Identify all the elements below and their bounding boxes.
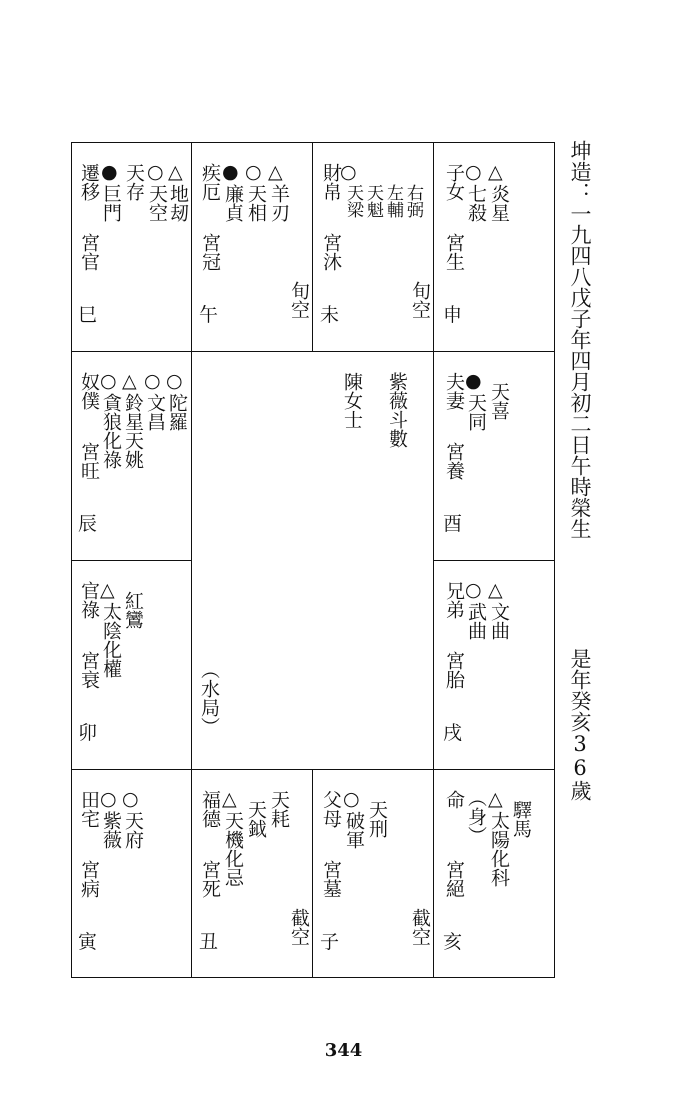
star-name: 左輔 [383, 184, 403, 218]
chart-subject: 陳女士 [341, 372, 363, 429]
palace-name: 疾厄 [199, 163, 221, 201]
palace-gong: 宮胎 [443, 651, 465, 689]
palace-gong: 宮墓 [320, 860, 342, 898]
palace-name: 命 [443, 790, 465, 809]
palace-cell-mao [71, 560, 192, 770]
palace-name: 奴僕 [78, 372, 100, 410]
star-name: 羊刃 [268, 184, 290, 222]
star-name: 右弼 [403, 184, 423, 218]
star-mark: ○ [343, 788, 360, 810]
star-name: 文昌 [144, 393, 166, 431]
star-mark: △ [168, 161, 183, 183]
star-name: 天機化忌 [222, 811, 244, 887]
star-name: 地刼 [167, 184, 189, 222]
palace-cell-si [71, 142, 192, 352]
palace-gong: 宮絕 [443, 860, 465, 898]
star-mark: △ [488, 579, 503, 601]
star-name: 七殺 [465, 184, 487, 222]
five-element-bureau: （水局） [198, 660, 220, 736]
palace-gong: 宮沐 [320, 233, 342, 271]
star-name: 炎星 [488, 184, 510, 222]
star-name: 天喜 [488, 382, 510, 420]
palace-gong: 宮冠 [199, 233, 221, 271]
earthly-branch: 寅 [78, 931, 98, 953]
palace-cell-wei [312, 142, 434, 352]
jie-kong: 截空 [409, 908, 431, 946]
star-mark: ● [222, 161, 239, 183]
star-name: 鈴星天姚 [122, 393, 144, 469]
xun-kong: 旬空 [288, 281, 310, 319]
star-mark: ○ [245, 161, 262, 183]
birth-info-title: 坤造：一九四八戊子年四月初二日午時榮生 [568, 140, 592, 539]
star-name: 紫薇 [100, 811, 122, 849]
star-mark: ○ [465, 161, 482, 183]
palace-gong: 宮旺 [78, 442, 100, 480]
palace-cell-chen [71, 351, 192, 561]
star-name: 天刑 [366, 800, 388, 838]
star-name: 驛馬 [510, 800, 532, 838]
star-mark: ○ [166, 370, 183, 392]
palace-gong: 宮病 [78, 860, 100, 898]
palace-cell-xu [433, 560, 555, 770]
star-name: 天鉞 [245, 800, 267, 838]
star-name: 天空 [146, 184, 168, 222]
palace-cell-yin [71, 769, 192, 978]
earthly-branch: 子 [320, 931, 340, 953]
age-info: 是年癸亥36歲 [568, 648, 592, 801]
palace-gong: 宮養 [443, 442, 465, 480]
star-name: 天梁 [343, 184, 363, 218]
star-name: 天存 [123, 163, 145, 201]
palace-gong: 宮生 [443, 233, 465, 271]
star-mark: △ [100, 579, 115, 601]
star-mark: △ [488, 788, 503, 810]
star-name: 天相 [245, 184, 267, 222]
palace-gong: 宮官 [78, 233, 100, 271]
star-name: 文曲 [488, 602, 510, 640]
star-name: 太陽化科 [488, 811, 510, 887]
star-name: 巨門 [100, 184, 122, 222]
star-mark: △ [268, 161, 283, 183]
star-name: 武曲 [465, 602, 487, 640]
star-mark: ○ [122, 788, 139, 810]
palace-name: 子女 [443, 163, 465, 201]
palace-cell-shen [433, 142, 555, 352]
star-mark: ○ [465, 579, 482, 601]
palace-cell-hai [433, 769, 555, 978]
star-name: 貪狼化祿 [100, 393, 122, 469]
earthly-branch: 午 [199, 304, 219, 326]
chart-center [192, 352, 433, 770]
palace-cell-wu [191, 142, 313, 352]
earthly-branch: 辰 [78, 513, 98, 535]
palace-name: 官祿 [78, 581, 100, 619]
earthly-branch: 未 [320, 304, 340, 326]
earthly-branch: 戌 [443, 722, 463, 744]
xun-kong: 旬空 [409, 281, 431, 319]
star-name: 廉貞 [222, 184, 244, 222]
chart-title: 紫薇斗數 [386, 372, 408, 448]
star-name: 紅鸞 [122, 591, 144, 629]
body-palace-note: （身） [465, 788, 487, 845]
star-name: 天府 [122, 811, 144, 849]
earthly-branch: 酉 [443, 513, 463, 535]
ziwei-chart [71, 142, 555, 978]
palace-gong: 宮死 [199, 860, 221, 898]
palace-name: 遷移 [78, 163, 100, 201]
star-name: 天耗 [268, 790, 290, 828]
star-mark: ○ [144, 370, 161, 392]
palace-name: 財帛 [320, 163, 342, 201]
palace-cell-zi [312, 769, 434, 978]
star-mark: ○ [147, 161, 164, 183]
earthly-branch: 卯 [78, 722, 98, 744]
palace-name: 兄弟 [443, 581, 465, 619]
star-mark: △ [122, 370, 137, 392]
earthly-branch: 丑 [199, 931, 219, 953]
star-mark: ○ [100, 788, 117, 810]
star-mark: △ [488, 161, 503, 183]
palace-name: 父母 [320, 790, 342, 828]
palace-name: 田宅 [78, 790, 100, 828]
star-mark: ● [465, 370, 482, 392]
earthly-branch: 巳 [78, 304, 98, 326]
star-name: 天同 [465, 393, 487, 431]
star-name: 破軍 [343, 811, 365, 849]
star-mark: ○ [100, 370, 117, 392]
palace-cell-chou [191, 769, 313, 978]
star-mark: ● [101, 161, 118, 183]
palace-gong: 宮衰 [78, 651, 100, 689]
palace-name: 福德 [199, 790, 221, 828]
jie-kong: 截空 [288, 908, 310, 946]
star-name: 陀羅 [166, 393, 188, 431]
page-number: 344 [324, 1040, 363, 1061]
star-mark: △ [222, 788, 237, 810]
earthly-branch: 亥 [443, 931, 463, 953]
star-name: 太陰化權 [100, 602, 122, 678]
star-name: 天魁 [363, 184, 383, 218]
earthly-branch: 申 [443, 304, 463, 326]
palace-name: 夫妻 [443, 372, 465, 410]
star-mark: ○ [340, 161, 357, 183]
palace-cell-you [433, 351, 555, 561]
